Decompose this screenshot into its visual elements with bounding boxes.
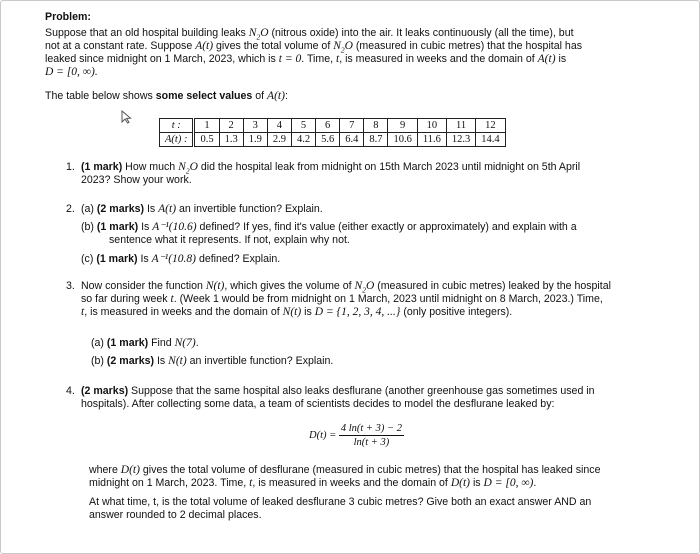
a-cell: 6.4 [340, 133, 364, 147]
a-cell: 1.3 [219, 133, 243, 147]
t-cell: 6 [316, 119, 340, 133]
table-intro: The table below shows some select values of A(t): [45, 90, 288, 102]
question-2a: (a) (2 marks) Is A(t) an invertible function? Explain. [81, 203, 323, 215]
question-4-details: where D(t) gives the total volume of desflurane (measured in cubic metres) that the hospital has leaked since midnight on 1 March, 2023. Time, t, is measured in weeks and the domain of D(t) is D = [0, ∞). At what time, t, is the total volume of leaked desflurane 3 cubic metres? Give both an exact answer AND an answer rounded to 2 decimal places. [89, 464, 601, 521]
a-cell: 2.9 [267, 133, 291, 147]
a-cell: 1.9 [243, 133, 267, 147]
problem-heading: Problem: [45, 11, 91, 23]
question-4-number: 4. [66, 385, 75, 397]
question-2b-line-2: sentence what it represents. If not, explain why not. [109, 234, 350, 246]
t-cell: 9 [388, 119, 417, 133]
a-cell: 14.4 [476, 133, 505, 147]
question-1: (1 mark) How much $N_2O$ did the hospital leak from midnight on 15th March 2023 until midnight on 5th April 2023? Show your work. [81, 161, 581, 186]
t-row [160, 119, 506, 133]
desflurane-formula: D(t) = $\frac{4 \ln(t + 3) - 2}{\ln(t + 3)}$ [309, 423, 402, 448]
values-table [159, 118, 506, 147]
t-cell: 7 [340, 119, 364, 133]
mouse-cursor-icon [121, 110, 133, 124]
t-cell: 5 [291, 119, 315, 133]
question-3a: (a) (1 mark) Find N(7). [91, 337, 199, 349]
t-cell: 10 [417, 119, 446, 133]
question-2-number: 2. [66, 203, 75, 215]
a-row-label: A(t) : [160, 133, 194, 147]
question-2c: (c) (1 mark) Is A⁻¹(10.8) defined? Explain. [81, 253, 281, 265]
n2o-symbol: $N_2O$ [248, 27, 269, 42]
a-cell: 4.2 [291, 133, 315, 147]
a-cell: 12.3 [446, 133, 475, 147]
t-cell: 4 [267, 119, 291, 133]
problem-intro [45, 27, 665, 79]
a-cell: 5.6 [316, 133, 340, 147]
t-cell: 11 [446, 119, 475, 133]
intro-line-3: leaked since midnight on 1 March, 2023, which is t = 0. Time, t, is measured in weeks and the domain of A(t) is [45, 53, 567, 65]
question-2b: (b) (1 mark) Is A⁻¹(10.6) defined? If yes, find it's value (either exactly or approximately) and explain with a [81, 221, 577, 233]
intro-line-2: not at a constant rate. Suppose A(t) gives the total volume of $N_2O$ (measured in cubic metres) that the hospital has [45, 40, 583, 55]
t-cell: 2 [219, 119, 243, 133]
question-2 [81, 203, 671, 266]
question-4: (2 marks) Suppose that the same hospital also leaks desflurane (another greenhouse gas sometimes used in hospitals). After collecting some data, a team of scientists decides to model the desflurane leaked by: [81, 385, 595, 410]
question-1-number: 1. [66, 161, 75, 173]
a-cell: 0.5 [194, 133, 219, 147]
a-cell: 8.7 [364, 133, 388, 147]
question-3: Now consider the function N(t), which gives the volume of $N_2O$ (measured in cubic metres) leaked by the hospital so far during week t. (Week 1 would be from midnight on 1 March, 2023 until midnight on 8 March, 2023.) Time, t, is measured in weeks and the domain of N(t) is D = {1, 2, 3, 4, ...} (only positive integers). (a) (1 mark) Find N(7). (b) (2 marks) Is N(t) an invertible function? Explain. [81, 280, 671, 368]
t-cell: 12 [476, 119, 505, 133]
t-row-label: t : [160, 119, 194, 133]
t-cell: 8 [364, 119, 388, 133]
a-cell: 10.6 [388, 133, 417, 147]
t-cell: 1 [194, 119, 219, 133]
a-row [160, 133, 506, 147]
t-cell: 3 [243, 119, 267, 133]
formula-denominator: ln(t + 3) [353, 437, 390, 448]
intro-line-1: Suppose that an old hospital building leaks $N_2O$ (nitrous oxide) into the air. It leaks continuously (all the time), but [45, 27, 574, 42]
formula-numerator: 4 ln(t + 3) − 2 [340, 423, 402, 434]
question-3b: (b) (2 marks) Is N(t) an invertible function? Explain. [91, 355, 334, 367]
intro-line-4: D = [0, ∞). [45, 66, 98, 78]
question-3-number: 3. [66, 280, 75, 292]
a-cell: 11.6 [417, 133, 446, 147]
